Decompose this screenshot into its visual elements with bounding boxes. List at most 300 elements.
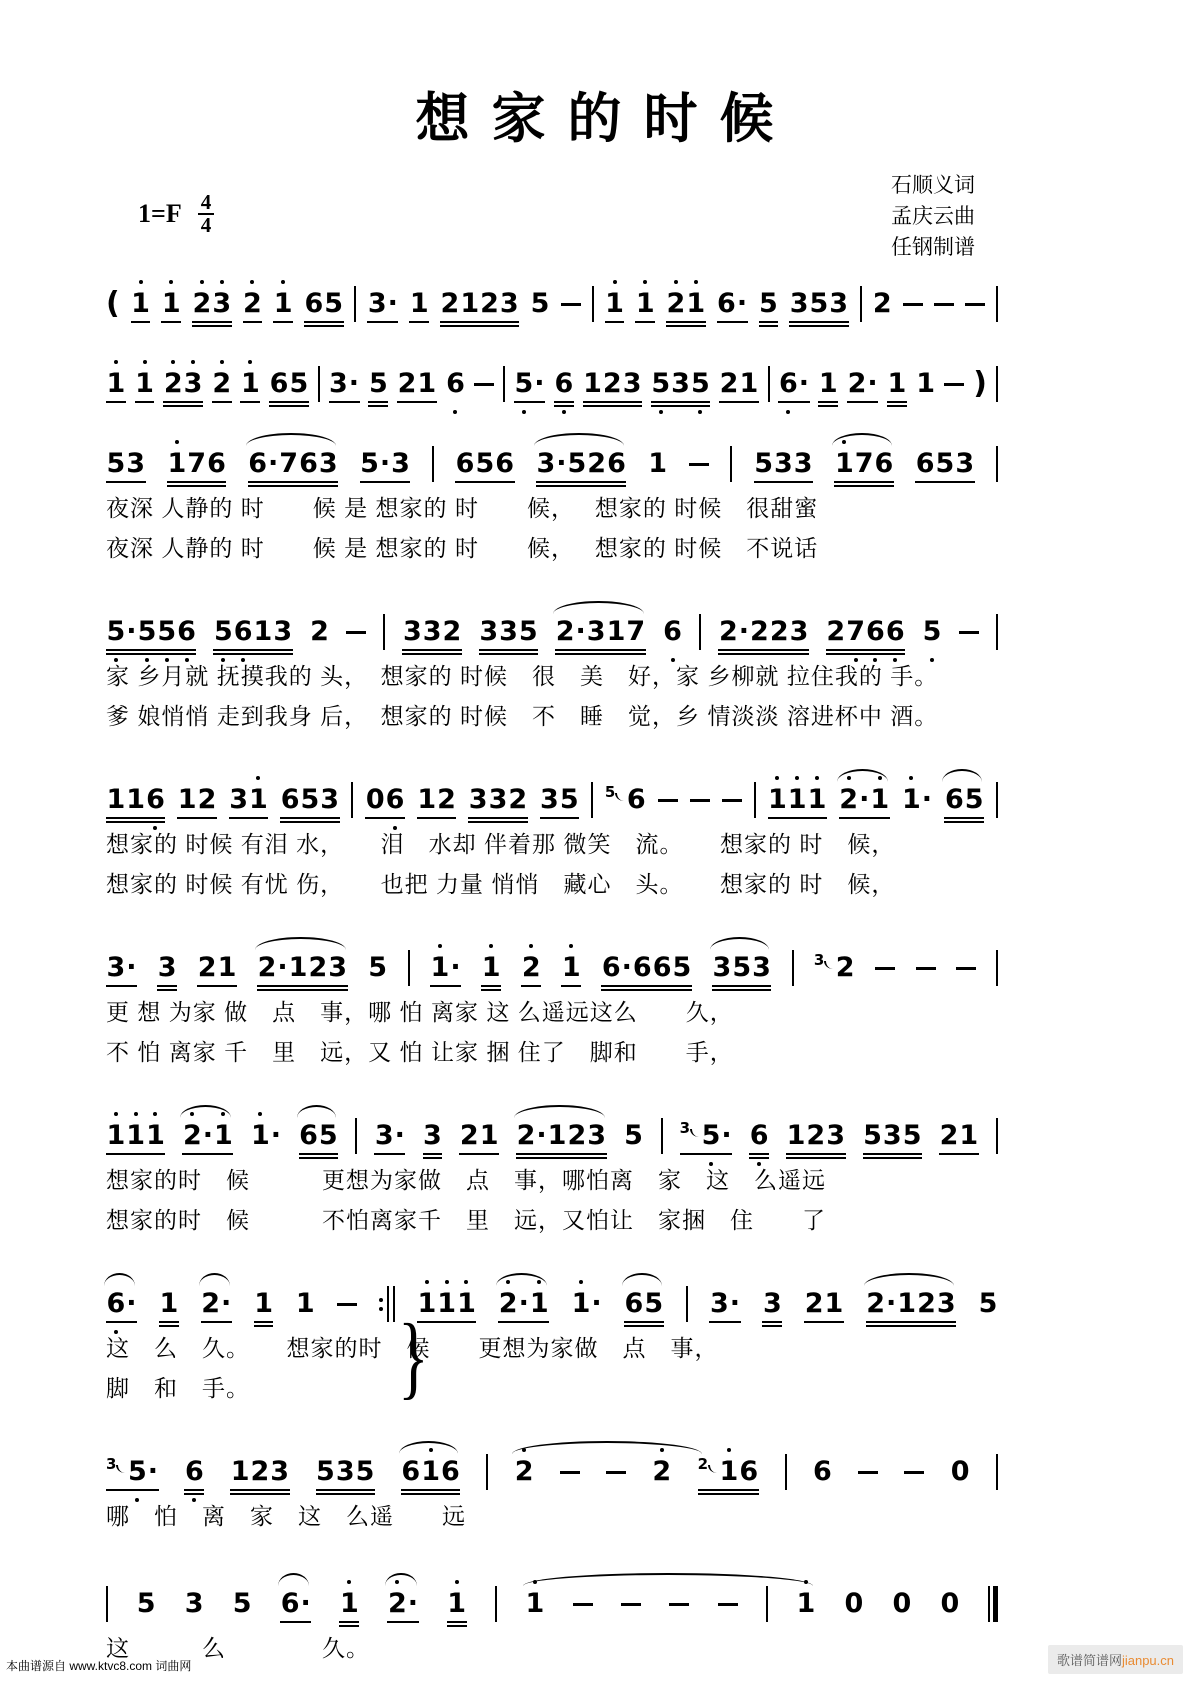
note-digit: 3 bbox=[157, 952, 177, 983]
barline bbox=[383, 614, 385, 650]
note-digit: 3 bbox=[374, 1120, 394, 1151]
footer-source-text: 本曲谱源自 www.ktvc8.com 词曲网 bbox=[6, 1659, 192, 1673]
note-digit: 6 bbox=[280, 784, 300, 815]
note bbox=[624, 1121, 644, 1151]
note-digit: 2 bbox=[718, 616, 738, 647]
note-digit: · bbox=[450, 952, 461, 983]
note-digit: 1 bbox=[959, 1120, 979, 1151]
note-digit: 0 bbox=[940, 1588, 960, 1619]
note bbox=[786, 1121, 845, 1151]
dash-note bbox=[934, 303, 954, 306]
beam-line bbox=[601, 985, 691, 987]
note bbox=[161, 289, 181, 319]
note-digit: 3 bbox=[586, 616, 606, 647]
beam-line bbox=[409, 321, 429, 323]
barline bbox=[860, 286, 862, 322]
music-system bbox=[106, 266, 998, 328]
note bbox=[717, 289, 748, 319]
note-digit: · bbox=[729, 1288, 741, 1319]
note-digit: · bbox=[387, 288, 398, 319]
note-digit: 6 bbox=[915, 448, 935, 479]
beam-line bbox=[106, 649, 196, 651]
note bbox=[498, 1289, 549, 1319]
barline bbox=[996, 366, 998, 402]
dash-note bbox=[621, 1603, 641, 1606]
note-digit: 1 bbox=[768, 784, 787, 815]
beam-line bbox=[680, 1153, 733, 1155]
note-digit: 3 bbox=[752, 952, 771, 983]
barline bbox=[699, 614, 701, 650]
note-digit: 3 bbox=[229, 784, 249, 815]
note-digit: 3 bbox=[587, 1120, 607, 1151]
notation-line bbox=[106, 1098, 998, 1160]
dash-note bbox=[689, 463, 709, 466]
note-digit: 3 bbox=[329, 368, 348, 399]
note-digit: 3 bbox=[270, 1456, 290, 1487]
note bbox=[106, 369, 126, 399]
note-digit: 3 bbox=[183, 368, 203, 399]
barline bbox=[503, 366, 505, 402]
note-digit: 3 bbox=[671, 368, 690, 399]
beam-line bbox=[417, 817, 457, 819]
note-digit: 1 bbox=[916, 368, 935, 399]
beam-line bbox=[624, 1325, 664, 1327]
note-digit: · bbox=[270, 1120, 281, 1151]
note-digit: 1 bbox=[887, 368, 907, 399]
grace-hook bbox=[116, 1465, 125, 1473]
note bbox=[521, 953, 541, 983]
beam-line bbox=[818, 401, 838, 403]
note-digit: 6 bbox=[652, 952, 672, 983]
note bbox=[666, 289, 706, 319]
note-digit: · bbox=[348, 368, 360, 399]
note-digit: 6 bbox=[269, 368, 289, 399]
note bbox=[601, 953, 691, 983]
beam-line bbox=[555, 653, 645, 655]
beam-line bbox=[402, 653, 461, 655]
note-digit: 2 bbox=[826, 616, 846, 647]
note bbox=[229, 785, 269, 815]
engraver-credit: 任钢制谱 bbox=[891, 236, 975, 259]
note-digit: 6 bbox=[248, 448, 268, 479]
barline bbox=[754, 782, 756, 818]
note-digit: 6 bbox=[299, 1120, 318, 1151]
beam-line bbox=[712, 989, 771, 991]
beam-line bbox=[749, 1157, 769, 1159]
note-digit: 2 bbox=[839, 784, 859, 815]
beam-line bbox=[561, 985, 581, 987]
beam-line bbox=[213, 649, 292, 651]
note bbox=[250, 1121, 281, 1151]
note-digit: 3 bbox=[536, 448, 556, 479]
lyric-line: 想家的 时候 有忧 伤， 也把 力量 悄悄 藏心 头。 想家的 时 候， bbox=[106, 871, 896, 897]
beam-line bbox=[401, 1489, 460, 1491]
beam-line bbox=[554, 401, 574, 403]
note-digit: 6 bbox=[739, 1456, 759, 1487]
note-digit: 1 bbox=[254, 1288, 273, 1319]
note-digit: 0 bbox=[950, 1456, 970, 1487]
note-digit: 6 bbox=[749, 1120, 769, 1151]
note-digit: 2 bbox=[201, 1288, 220, 1319]
note-digit: 1 bbox=[807, 784, 827, 815]
note-digit: 5 bbox=[518, 616, 538, 647]
lyric-line: 哪 怕 离 家 这 么遥 远 bbox=[106, 1503, 466, 1529]
note bbox=[397, 369, 437, 399]
lyric-line: 夜深 人静的 时 候 是 想家的 时 候， 想家的 时候 很甜蜜 bbox=[106, 495, 819, 521]
beam-line bbox=[651, 401, 710, 403]
barline bbox=[355, 1118, 357, 1154]
note-digit: 5 bbox=[127, 1456, 147, 1487]
note-digit: 3 bbox=[479, 616, 499, 647]
beam-line bbox=[635, 321, 655, 323]
dash-note bbox=[903, 303, 923, 306]
note-digit: 7 bbox=[626, 616, 646, 647]
barline bbox=[408, 950, 410, 986]
note-digit: 3 bbox=[423, 1120, 442, 1151]
note-digit: · bbox=[300, 1588, 311, 1619]
note-digit: 1 bbox=[146, 1120, 165, 1151]
note-digit: 7 bbox=[279, 448, 299, 479]
note-digit: 6 bbox=[866, 616, 885, 647]
note bbox=[605, 785, 646, 815]
paren-symbol: ) bbox=[973, 366, 987, 401]
note bbox=[663, 617, 683, 647]
note-digit: 1 bbox=[217, 952, 237, 983]
note bbox=[304, 289, 344, 319]
note-digit: 2 bbox=[197, 784, 217, 815]
note-digit: 5 bbox=[318, 1120, 338, 1151]
beam-line bbox=[257, 989, 347, 991]
dash-note bbox=[606, 1471, 626, 1474]
note-digit: 2 bbox=[939, 1120, 959, 1151]
beam-line bbox=[248, 485, 338, 487]
note bbox=[583, 369, 642, 399]
note bbox=[844, 1589, 864, 1619]
note bbox=[316, 1457, 375, 1487]
note-digit: 1 bbox=[648, 448, 668, 479]
lyric-line: 想家的 时候 有泪 水， 泪 水却 伴着那 微笑 流。 想家的 时 候， bbox=[106, 831, 896, 857]
note-digit: · bbox=[268, 448, 279, 479]
note-digit: 3 bbox=[829, 288, 849, 319]
note bbox=[273, 289, 293, 319]
note bbox=[417, 785, 457, 815]
beam-line bbox=[447, 1621, 467, 1623]
grace-note: 3 bbox=[106, 1457, 125, 1473]
note-digit: 6 bbox=[280, 1588, 300, 1619]
note-digit: 6 bbox=[778, 368, 798, 399]
note bbox=[834, 449, 893, 479]
lyric-line: 这 么 久。 想家的时 候 更想为家做 点 事， bbox=[106, 1335, 719, 1361]
note-digit: 2 bbox=[442, 616, 462, 647]
note bbox=[374, 1121, 405, 1151]
beam-line bbox=[184, 1493, 204, 1495]
note bbox=[468, 785, 527, 815]
note bbox=[796, 1589, 816, 1619]
beam-line bbox=[583, 401, 642, 403]
note-digit: 6 bbox=[495, 448, 515, 479]
note-digit: 1 bbox=[106, 1120, 126, 1151]
note bbox=[939, 1121, 979, 1151]
beam-line bbox=[866, 1325, 956, 1327]
slur-arc bbox=[246, 433, 336, 446]
barline bbox=[318, 366, 320, 402]
note bbox=[839, 785, 890, 815]
slur-arc bbox=[534, 433, 624, 446]
beam-line bbox=[516, 1153, 606, 1155]
notation-line bbox=[106, 1266, 998, 1328]
final-barline bbox=[988, 1586, 998, 1622]
slur-arc bbox=[496, 1273, 547, 1286]
grace-hook bbox=[824, 961, 833, 969]
slur-arc bbox=[837, 769, 888, 782]
note bbox=[571, 1289, 602, 1319]
note-digit: 2 bbox=[719, 368, 739, 399]
beam-line bbox=[254, 1325, 274, 1327]
beam-line bbox=[229, 817, 269, 819]
note bbox=[651, 369, 710, 399]
beam-line bbox=[459, 1153, 499, 1155]
note-digit: 2 bbox=[459, 1120, 479, 1151]
note-digit: 2 bbox=[257, 952, 277, 983]
note-digit: · bbox=[394, 1120, 405, 1151]
note bbox=[269, 369, 309, 399]
note bbox=[106, 785, 165, 815]
beam-line bbox=[240, 401, 260, 403]
note bbox=[131, 289, 151, 319]
barline bbox=[785, 1454, 787, 1490]
note-digit: 5 bbox=[289, 368, 309, 399]
beam-line bbox=[159, 1321, 179, 1323]
note-digit: 5 bbox=[964, 784, 984, 815]
note-digit: 1 bbox=[167, 448, 187, 479]
beam-line bbox=[718, 653, 808, 655]
note-digit: 3 bbox=[402, 616, 422, 647]
barline bbox=[730, 446, 732, 482]
note-digit: 2 bbox=[387, 1588, 407, 1619]
note-digit: · bbox=[621, 952, 632, 983]
note-digit: · bbox=[921, 784, 933, 815]
note-digit: · bbox=[859, 784, 870, 815]
beam-line bbox=[479, 653, 538, 655]
beam-line bbox=[521, 985, 541, 987]
note-digit: 6 bbox=[385, 784, 405, 815]
barline bbox=[486, 1454, 488, 1490]
beam-line bbox=[818, 405, 838, 407]
note-digit: · bbox=[867, 368, 878, 399]
beam-line bbox=[666, 321, 706, 323]
barline bbox=[591, 782, 593, 818]
note bbox=[514, 1457, 534, 1487]
note bbox=[240, 369, 260, 399]
note-digit: 1 bbox=[561, 952, 581, 983]
beam-line bbox=[316, 1489, 375, 1491]
note-digit: 5 bbox=[624, 1120, 643, 1151]
note-digit: 3 bbox=[328, 952, 348, 983]
music-system bbox=[106, 1434, 998, 1536]
slur-arc bbox=[297, 1105, 337, 1118]
note-digit: 3 bbox=[789, 616, 809, 647]
dash-note bbox=[346, 631, 366, 634]
note-digit: 6 bbox=[440, 1456, 460, 1487]
beam-line bbox=[468, 817, 527, 819]
note-digit: · bbox=[379, 448, 391, 479]
note-digit: 5 bbox=[368, 368, 388, 399]
note-digit: 1 bbox=[479, 1120, 499, 1151]
slur-arc bbox=[255, 937, 345, 950]
note-digit: 1 bbox=[230, 1456, 250, 1487]
note bbox=[106, 1289, 137, 1319]
notation-line bbox=[106, 594, 998, 656]
beam-line bbox=[786, 1153, 845, 1155]
beam-line bbox=[316, 1493, 375, 1495]
beam-line bbox=[269, 401, 309, 403]
note-digit: 2 bbox=[498, 1288, 518, 1319]
dash-note bbox=[965, 303, 985, 306]
notation-line bbox=[106, 346, 998, 408]
beam-line bbox=[304, 321, 344, 323]
beam-line bbox=[387, 1621, 418, 1623]
note-digit: 1 bbox=[214, 1120, 233, 1151]
beam-line bbox=[719, 401, 759, 403]
beam-line bbox=[368, 401, 388, 403]
note-digit: 5 bbox=[732, 952, 752, 983]
note-digit: · bbox=[556, 448, 567, 479]
note bbox=[192, 289, 232, 319]
music-system bbox=[106, 1566, 998, 1668]
note-digit: 5 bbox=[136, 1588, 156, 1619]
note bbox=[561, 953, 581, 983]
note bbox=[159, 1289, 179, 1319]
beam-line bbox=[786, 1157, 845, 1159]
note-digit: 6 bbox=[885, 616, 905, 647]
slur-arc bbox=[512, 1441, 702, 1454]
beam-line bbox=[230, 1493, 289, 1495]
key-signature bbox=[138, 192, 214, 236]
note-digit: 3 bbox=[499, 288, 519, 319]
barline bbox=[354, 286, 356, 322]
note-digit: 1 bbox=[417, 1288, 437, 1319]
music-system bbox=[106, 426, 998, 568]
note-digit: · bbox=[575, 616, 586, 647]
note-digit: 1 bbox=[288, 952, 308, 983]
beam-line bbox=[106, 481, 146, 483]
beam-line bbox=[583, 405, 642, 407]
grace-hook bbox=[615, 793, 624, 801]
beam-line bbox=[709, 1321, 740, 1323]
note-digit: · bbox=[126, 1288, 137, 1319]
beam-line bbox=[826, 653, 905, 655]
note-digit: 5 bbox=[324, 288, 344, 319]
note bbox=[624, 1289, 664, 1319]
note bbox=[892, 1589, 912, 1619]
beam-line bbox=[368, 405, 388, 407]
note-digit: 1 bbox=[571, 1288, 591, 1319]
note bbox=[525, 1589, 545, 1619]
grace-hook bbox=[690, 1129, 699, 1137]
note bbox=[232, 1589, 252, 1619]
note bbox=[136, 1589, 156, 1619]
note bbox=[387, 1589, 418, 1619]
note bbox=[555, 617, 645, 647]
repeat-barline bbox=[379, 1286, 395, 1322]
note-digit: 2 bbox=[397, 368, 417, 399]
note-digit: 6 bbox=[624, 1288, 644, 1319]
note bbox=[280, 785, 339, 815]
note bbox=[197, 953, 237, 983]
note-digit: 1 bbox=[719, 1456, 739, 1487]
barline bbox=[996, 614, 998, 650]
note-digit: 2 bbox=[308, 952, 328, 983]
music-system bbox=[106, 1266, 998, 1408]
note-digit: 1 bbox=[126, 1120, 146, 1151]
beam-line bbox=[939, 1153, 979, 1155]
music-system bbox=[106, 930, 998, 1072]
beam-line bbox=[167, 485, 226, 487]
note-digit: 3 bbox=[793, 448, 813, 479]
note-digit: 6 bbox=[607, 448, 626, 479]
beam-line bbox=[230, 1489, 289, 1491]
beam-line bbox=[299, 1153, 339, 1155]
note-digit: 1 bbox=[686, 288, 706, 319]
note bbox=[213, 617, 292, 647]
note bbox=[184, 1589, 204, 1619]
note bbox=[106, 1121, 165, 1151]
note-digit: 5 bbox=[759, 288, 778, 319]
note bbox=[814, 953, 855, 983]
notation-line bbox=[106, 1566, 998, 1628]
note-digit: 0 bbox=[892, 1588, 912, 1619]
dash-note bbox=[573, 1603, 593, 1606]
beam-line bbox=[768, 817, 827, 819]
note-digit: 2 bbox=[917, 1288, 936, 1319]
note-digit: 5 bbox=[559, 784, 579, 815]
note-digit: 1 bbox=[525, 1588, 545, 1619]
beam-line bbox=[698, 1489, 759, 1491]
beam-line bbox=[430, 985, 461, 987]
note-digit: 3 bbox=[712, 952, 732, 983]
beam-line bbox=[762, 1321, 782, 1323]
dash-note bbox=[956, 967, 976, 970]
lyric-line: 想家的时 候 不怕离家千 里 远，又怕让 家捆 住 了 bbox=[106, 1207, 826, 1233]
note bbox=[978, 1289, 998, 1319]
beam-line bbox=[157, 985, 177, 987]
note-digit: 3 bbox=[882, 1120, 902, 1151]
note-digit: 6 bbox=[304, 288, 324, 319]
beam-line bbox=[159, 1325, 179, 1327]
note-digit: 1 bbox=[240, 368, 260, 399]
beam-line bbox=[135, 401, 155, 403]
beam-line bbox=[339, 1621, 359, 1623]
dash-note bbox=[561, 303, 581, 306]
note-digit: 1 bbox=[253, 616, 273, 647]
note bbox=[310, 617, 330, 647]
note-digit: 5 bbox=[651, 368, 671, 399]
beam-line bbox=[601, 989, 691, 991]
note-digit: 1 bbox=[786, 1120, 806, 1151]
note-digit: 1 bbox=[437, 1288, 457, 1319]
note-digit: 6 bbox=[299, 448, 318, 479]
note-digit: 5 bbox=[922, 616, 942, 647]
note-digit: 3 bbox=[709, 1288, 729, 1319]
note-digit: 1 bbox=[421, 1456, 440, 1487]
note bbox=[409, 289, 429, 319]
note bbox=[762, 1289, 782, 1319]
note-digit: 1 bbox=[135, 368, 154, 399]
barline bbox=[432, 446, 434, 482]
note-digit: 2 bbox=[197, 952, 217, 983]
music-system bbox=[106, 346, 998, 408]
note-digit: 5 bbox=[690, 368, 710, 399]
